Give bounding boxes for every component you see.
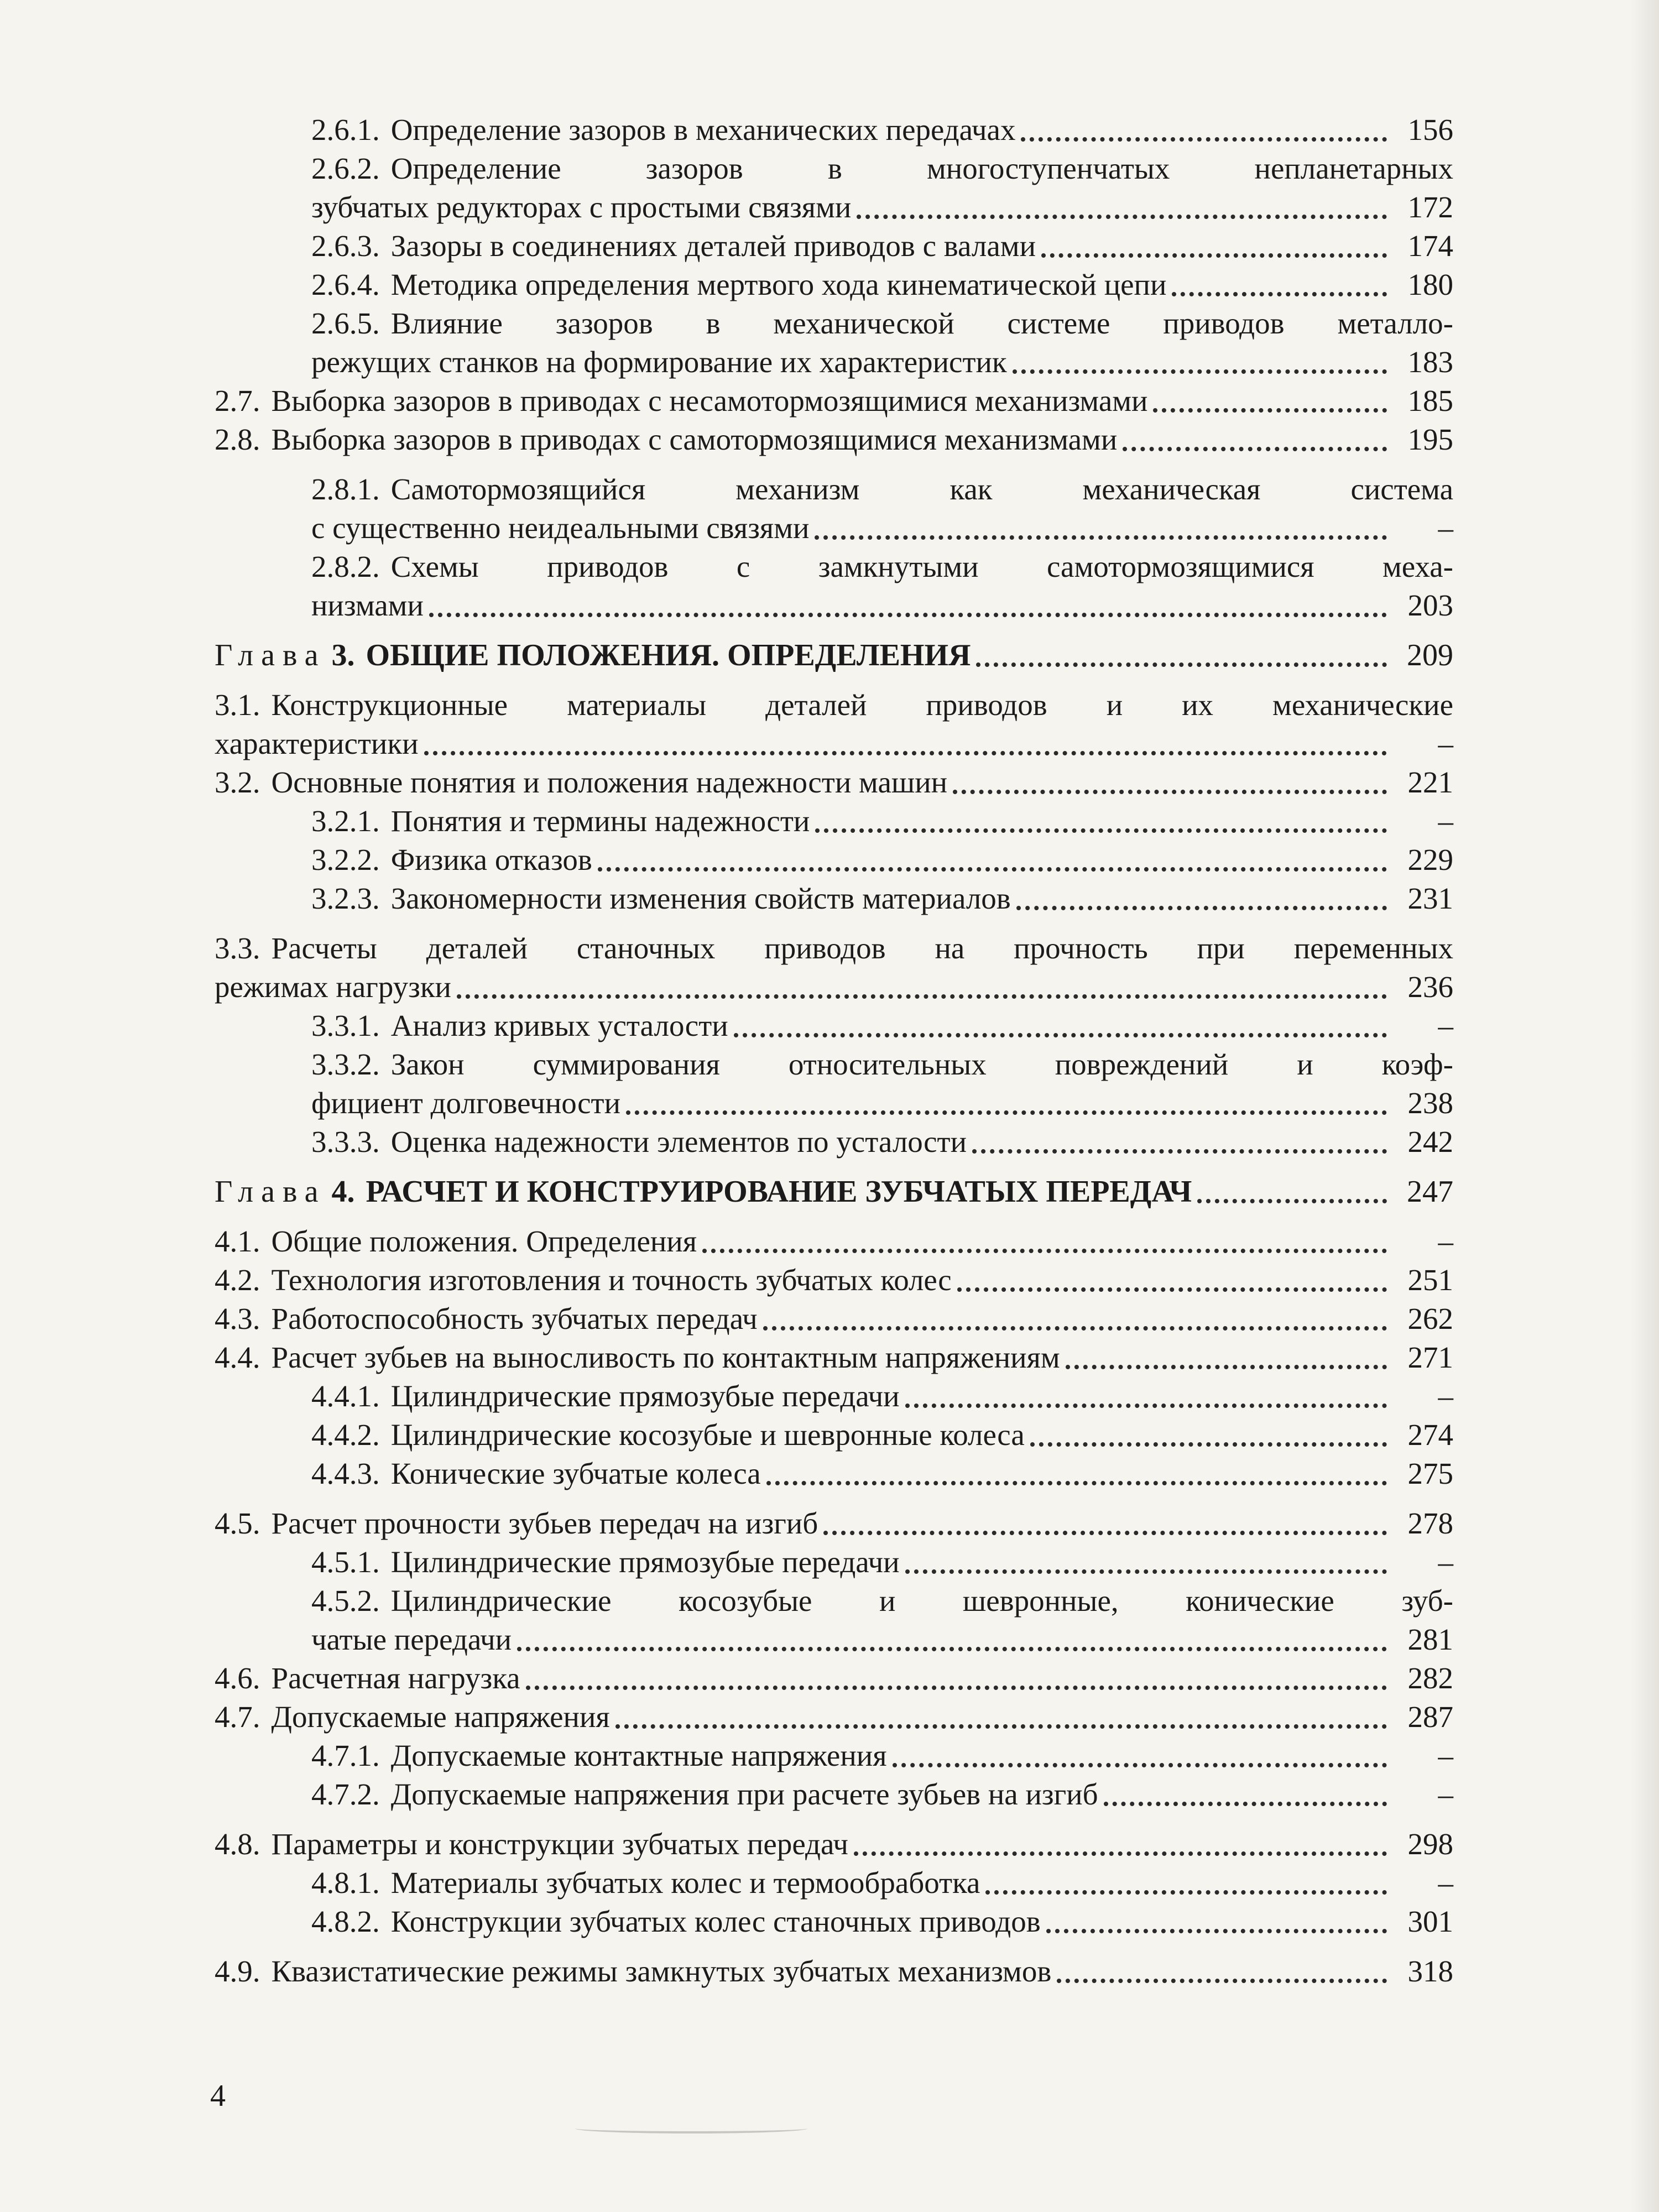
toc-page-number: 275 [1407, 1457, 1453, 1490]
leader-dots [598, 867, 1387, 872]
toc-entry-text: Оценка надежности элементов по усталости [390, 1125, 967, 1159]
toc-entry [215, 1582, 1453, 1620]
leader-dots [626, 1110, 1387, 1115]
toc-entry-title [311, 149, 1453, 188]
toc-page-number: – [1438, 1545, 1453, 1579]
toc-page-number: – [1438, 511, 1453, 545]
toc-entry-text-cont: зубчатых редукторах с простыми связями [311, 190, 852, 224]
toc-page-number: 262 [1407, 1302, 1453, 1335]
toc-entry-title [215, 636, 971, 675]
toc-entry-text: Физика отказов [390, 843, 592, 877]
leader-dots [734, 1033, 1387, 1037]
toc-entry-number: 4.4.1. [311, 1379, 380, 1413]
toc-entry [215, 1504, 1453, 1543]
toc-entry [215, 686, 1453, 724]
toc-entry-continuation [215, 586, 1453, 625]
toc-entry-text: Допускаемые контактные напряжения [390, 1739, 887, 1772]
toc-entry-text: Допускаемые напряжения при расчете зубьев на изгиб [390, 1777, 1098, 1811]
toc-entry-title [311, 1864, 980, 1902]
toc-entry-number: 3.3.1. [311, 1009, 380, 1042]
toc-entry-number: 4.5.2. [311, 1584, 380, 1618]
toc-entry-number: 2.6.2. [311, 152, 380, 185]
toc-entry-title [215, 1698, 610, 1736]
toc-entry [215, 1300, 1453, 1338]
toc-page-number: 203 [1407, 588, 1453, 622]
table-of-contents [215, 111, 1453, 1991]
toc-entry-text: Анализ кривых усталости [390, 1009, 728, 1042]
toc-chapter [215, 1172, 1453, 1211]
toc-entry-text: Определение зазоров в механических передачах [390, 113, 1016, 147]
toc-entry-title [311, 547, 1453, 586]
leader-dots [1057, 1979, 1387, 1983]
toc-entry-text: Расчет прочности зубьев передач на изгиб [271, 1506, 818, 1540]
leader-dots [424, 751, 1387, 755]
leader-dots [1046, 1929, 1387, 1933]
toc-entry-number: 2.6.5. [311, 306, 380, 340]
toc-entry-number: 2.8. [215, 422, 260, 456]
toc-entry-number: 4.8.1. [311, 1866, 380, 1900]
toc-entry-text: Конические зубчатые колеса [390, 1457, 761, 1490]
toc-entry-title [311, 1454, 761, 1493]
toc-page-number: 221 [1407, 765, 1453, 799]
toc-entry [215, 929, 1453, 968]
toc-entry-title [215, 686, 1453, 724]
scan-mark [575, 2124, 807, 2133]
toc-entry-number: 4.4.3. [311, 1457, 380, 1490]
toc-entry [215, 802, 1453, 841]
leader-dots [1123, 447, 1387, 451]
leader-dots [526, 1686, 1387, 1690]
toc-entry-continuation [215, 509, 1453, 547]
toc-entry [215, 265, 1453, 304]
toc-entry-number: 3. [331, 638, 355, 672]
toc-entry [215, 841, 1453, 879]
chapter-label: Глава [215, 638, 326, 672]
leader-dots [1153, 408, 1387, 413]
toc-entry-title [215, 1222, 697, 1261]
toc-entry-text: Схемы приводов с замкнутыми самотормозящимися меха- [390, 550, 1453, 583]
toc-entry-text-cont: с существенно неидеальными связями [311, 511, 810, 545]
toc-entry-text: Расчет зубьев на выносливость по контактным напряжениям [271, 1340, 1060, 1374]
toc-entry-title [311, 304, 1453, 343]
leader-dots [905, 1569, 1387, 1574]
toc-entry [215, 1698, 1453, 1736]
toc-entry-title [215, 1261, 952, 1300]
toc-entry-text-cont: низмами [311, 588, 424, 622]
toc-entry [215, 1045, 1453, 1084]
toc-entry-title [311, 111, 1015, 149]
toc-entry-title [311, 841, 592, 879]
toc-entry-title [311, 1377, 900, 1416]
toc-chapter [215, 636, 1453, 675]
toc-entry-title [311, 879, 1011, 918]
leader-dots [766, 1481, 1387, 1485]
toc-page-number: 185 [1407, 384, 1453, 418]
toc-entry-number: 2.6.1. [311, 113, 380, 147]
toc-entry-number: 3.2. [215, 765, 260, 799]
toc-page-number: 229 [1407, 843, 1453, 877]
toc-entry-text: ОБЩИЕ ПОЛОЖЕНИЯ. ОПРЕДЕЛЕНИЯ [366, 638, 971, 672]
toc-entry-text-cont: чатые передачи [311, 1623, 512, 1656]
leader-dots [1066, 1365, 1387, 1369]
toc-page-number: – [1438, 727, 1453, 760]
toc-entry-continuation [215, 188, 1453, 227]
toc-entry-number: 4. [331, 1175, 355, 1209]
toc-page-number: 156 [1407, 113, 1453, 147]
toc-page-number: – [1438, 804, 1453, 838]
toc-entry-number: 2.6.3. [311, 229, 380, 263]
toc-entry-text: Закономерности изменения свойств материалов [390, 881, 1011, 915]
leader-dots [972, 1149, 1387, 1154]
toc-page-number: 278 [1407, 1506, 1453, 1540]
toc-entry-title [215, 763, 947, 802]
toc-entry-continuation [215, 724, 1453, 763]
toc-entry [215, 1006, 1453, 1045]
toc-entry [215, 149, 1453, 188]
toc-entry-number: 3.2.3. [311, 881, 380, 915]
toc-entry-title [311, 470, 1453, 509]
toc-entry-number: 4.4.2. [311, 1418, 380, 1452]
toc-page-number: 238 [1407, 1086, 1453, 1120]
toc-entry [215, 1261, 1453, 1300]
toc-page-number: 242 [1407, 1125, 1453, 1159]
toc-entry [215, 227, 1453, 265]
toc-page-number: – [1438, 1739, 1453, 1772]
toc-page-number: 282 [1407, 1661, 1453, 1695]
leader-dots [857, 215, 1387, 219]
toc-page-number: 281 [1407, 1623, 1453, 1656]
leader-dots [957, 1287, 1387, 1292]
toc-entry-title [215, 1952, 1051, 1991]
toc-entry-number: 4.2. [215, 1263, 260, 1297]
toc-entry [215, 1543, 1453, 1582]
toc-entry-text: Квазистатические режимы замкнутых зубчатых механизмов [271, 1954, 1052, 1988]
toc-entry [215, 547, 1453, 586]
toc-page-number: 318 [1407, 1954, 1453, 1988]
toc-entry-number: 2.8.1. [311, 472, 380, 506]
toc-entry-number: 3.2.2. [311, 843, 380, 877]
toc-entry-title [215, 1172, 1192, 1211]
toc-entry-text: Цилиндрические косозубые и шевронные колеса [390, 1418, 1025, 1452]
toc-page-number: 287 [1407, 1700, 1453, 1734]
toc-entry-number: 2.8.2. [311, 550, 380, 583]
toc-entry [215, 763, 1453, 802]
leader-dots [1016, 906, 1387, 910]
toc-entry-text: Работоспособность зубчатых передач [271, 1302, 758, 1335]
leader-dots [1030, 1442, 1387, 1447]
toc-entry [215, 382, 1453, 420]
leader-dots [429, 613, 1387, 617]
leader-dots [1104, 1802, 1387, 1806]
toc-page-number: – [1438, 1009, 1453, 1042]
toc-entry-number: 4.6. [215, 1661, 260, 1695]
toc-entry-text: Выборка зазоров в приводах с самотормозящимися механизмами [271, 422, 1118, 456]
toc-entry-title [215, 929, 1453, 968]
toc-entry-number: 3.3.2. [311, 1047, 380, 1081]
leader-dots [985, 1890, 1387, 1895]
leader-dots [1197, 1199, 1387, 1203]
toc-entry [215, 304, 1453, 343]
toc-entry-text: Расчетная нагрузка [271, 1661, 520, 1695]
leader-dots [815, 828, 1387, 833]
toc-entry-title [311, 802, 810, 841]
toc-entry [215, 1864, 1453, 1902]
toc-entry-number: 4.8. [215, 1827, 260, 1861]
toc-page-number: 209 [1407, 638, 1453, 672]
leader-dots [1172, 292, 1387, 296]
toc-entry [215, 1338, 1453, 1377]
toc-entry-title [311, 1775, 1098, 1814]
toc-entry-title [311, 1736, 887, 1775]
toc-entry-text-cont: характеристики [215, 727, 419, 760]
toc-entry-text: Основные понятия и положения надежности машин [271, 765, 948, 799]
leader-dots [815, 535, 1387, 540]
toc-entry-text: Расчеты деталей станочных приводов на прочность при переменных [271, 931, 1453, 965]
leader-dots [1021, 137, 1387, 142]
toc-page-number: 174 [1407, 229, 1453, 263]
toc-entry [215, 470, 1453, 509]
page-edge-shadow [1630, 0, 1659, 2212]
toc-entry-text-cont: режимах нагрузки [215, 970, 451, 1004]
toc-entry-number: 4.8.2. [311, 1905, 380, 1938]
leader-dots [905, 1404, 1387, 1408]
toc-page-number: 298 [1407, 1827, 1453, 1861]
toc-entry [215, 1123, 1453, 1161]
toc-entry [215, 879, 1453, 918]
toc-entry-text: Цилиндрические прямозубые передачи [390, 1379, 900, 1413]
toc-entry-text: Влияние зазоров в механической системе приводов металло- [390, 306, 1453, 340]
toc-entry [215, 1659, 1453, 1698]
toc-page-number: 271 [1407, 1340, 1453, 1374]
leader-dots [823, 1531, 1387, 1535]
toc-entry [215, 1377, 1453, 1416]
toc-page-number: 251 [1407, 1263, 1453, 1297]
toc-page-number: 172 [1407, 190, 1453, 224]
toc-entry-number: 4.7.2. [311, 1777, 380, 1811]
toc-entry-number: 4.1. [215, 1224, 260, 1258]
toc-entry-number: 4.4. [215, 1340, 260, 1374]
toc-page-number: 183 [1407, 345, 1453, 379]
toc-entry-continuation [215, 968, 1453, 1006]
toc-entry-text-cont: режущих станков на формирование их характеристик [311, 345, 1007, 379]
toc-entry-title [311, 1416, 1025, 1454]
toc-entry-text: Понятия и термины надежности [390, 804, 810, 838]
leader-dots [976, 662, 1387, 667]
toc-entry [215, 1825, 1453, 1864]
toc-entry-continuation [215, 1620, 1453, 1659]
leader-dots [1041, 253, 1387, 258]
toc-entry-text: Цилиндрические прямозубые передачи [390, 1545, 900, 1579]
toc-entry [215, 1416, 1453, 1454]
toc-entry [215, 1222, 1453, 1261]
toc-entry [215, 1902, 1453, 1941]
toc-entry [215, 1454, 1453, 1493]
toc-entry-text: Материалы зубчатых колес и термообработка [390, 1866, 980, 1900]
toc-entry-number: 4.5.1. [311, 1545, 380, 1579]
toc-entry [215, 420, 1453, 459]
leader-dots [615, 1724, 1387, 1729]
toc-entry-title [215, 1825, 848, 1864]
toc-entry-continuation [215, 1084, 1453, 1123]
page-number: 4 [210, 2079, 226, 2113]
toc-page-number: – [1438, 1777, 1453, 1811]
toc-page-number: 274 [1407, 1418, 1453, 1452]
toc-entry-text: Общие положения. Определения [271, 1224, 697, 1258]
toc-page-number: 231 [1407, 881, 1453, 915]
toc-entry-text: Методика определения мертвого хода кинематической цепи [390, 268, 1167, 301]
leader-dots [953, 790, 1387, 794]
toc-entry-title [311, 1902, 1041, 1941]
toc-entry-number: 4.9. [215, 1954, 260, 1988]
toc-entry-text: Цилиндрические косозубые и шевронные, конические зуб- [390, 1584, 1453, 1618]
toc-entry-title [215, 1338, 1060, 1377]
toc-entry-number: 4.7.1. [311, 1739, 380, 1772]
toc-entry-title [311, 265, 1166, 304]
toc-page-number: 247 [1407, 1175, 1453, 1209]
toc-entry-continuation [215, 343, 1453, 382]
leader-dots [517, 1647, 1387, 1651]
toc-page-number: 236 [1407, 970, 1453, 1004]
toc-entry [215, 111, 1453, 149]
leader-dots [763, 1326, 1387, 1331]
toc-entry-text: Параметры и конструкции зубчатых передач [271, 1827, 848, 1861]
toc-page-number: – [1438, 1224, 1453, 1258]
toc-entry-title [311, 1123, 967, 1161]
toc-entry-number: 3.3.3. [311, 1125, 380, 1159]
toc-entry-text: Допускаемые напряжения [271, 1700, 610, 1734]
toc-entry-number: 2.6.4. [311, 268, 380, 301]
leader-dots [702, 1249, 1387, 1253]
toc-entry-text: Самотормозящийся механизм как механическая система [390, 472, 1453, 506]
toc-entry-number: 4.7. [215, 1700, 260, 1734]
toc-page-number: 180 [1407, 268, 1453, 301]
toc-entry-number: 3.3. [215, 931, 260, 965]
toc-entry-title [215, 1504, 818, 1543]
leader-dots [457, 994, 1387, 999]
toc-entry-text: Технология изготовления и точность зубчатых колес [271, 1263, 952, 1297]
toc-entry-text: Зазоры в соединениях деталей приводов с валами [390, 229, 1036, 263]
toc-page-number: – [1438, 1866, 1453, 1900]
toc-entry-title [215, 420, 1117, 459]
leader-dots [1013, 369, 1387, 374]
chapter-label: Глава [215, 1175, 326, 1209]
leader-dots [854, 1851, 1387, 1856]
toc-page-number: 301 [1407, 1905, 1453, 1938]
toc-entry-title [311, 227, 1036, 265]
toc-entry-number: 3.1. [215, 688, 260, 722]
toc-entry-title [311, 1045, 1453, 1084]
toc-entry [215, 1952, 1453, 1991]
toc-entry-title [215, 1300, 758, 1338]
toc-entry [215, 1775, 1453, 1814]
toc-page-number: 195 [1407, 422, 1453, 456]
toc-entry-number: 2.7. [215, 384, 260, 418]
toc-entry-text: Конструкционные материалы деталей приводов и их механические [271, 688, 1453, 722]
toc-entry [215, 1736, 1453, 1775]
toc-entry-title [311, 1582, 1453, 1620]
toc-entry-text-cont: фициент долговечности [311, 1086, 620, 1120]
toc-entry-text: РАСЧЕТ И КОНСТРУИРОВАНИЕ ЗУБЧАТЫХ ПЕРЕДАЧ [366, 1175, 1192, 1209]
toc-entry-text: Закон суммирования относительных повреждений и коэф- [390, 1047, 1453, 1081]
toc-entry-text: Выборка зазоров в приводах с несамотормозящимися механизмами [271, 384, 1148, 418]
toc-entry-title [215, 1659, 520, 1698]
leader-dots [893, 1763, 1387, 1767]
toc-entry-title [311, 1006, 728, 1045]
toc-page-number: – [1438, 1379, 1453, 1413]
toc-entry-text: Конструкции зубчатых колес станочных приводов [390, 1905, 1041, 1938]
toc-entry-text: Определение зазоров в многоступенчатых непланетарных [390, 152, 1453, 185]
toc-entry-number: 4.5. [215, 1506, 260, 1540]
toc-entry-title [311, 1543, 900, 1582]
toc-entry-number: 3.2.1. [311, 804, 380, 838]
toc-entry-number: 4.3. [215, 1302, 260, 1335]
toc-entry-title [215, 382, 1147, 420]
